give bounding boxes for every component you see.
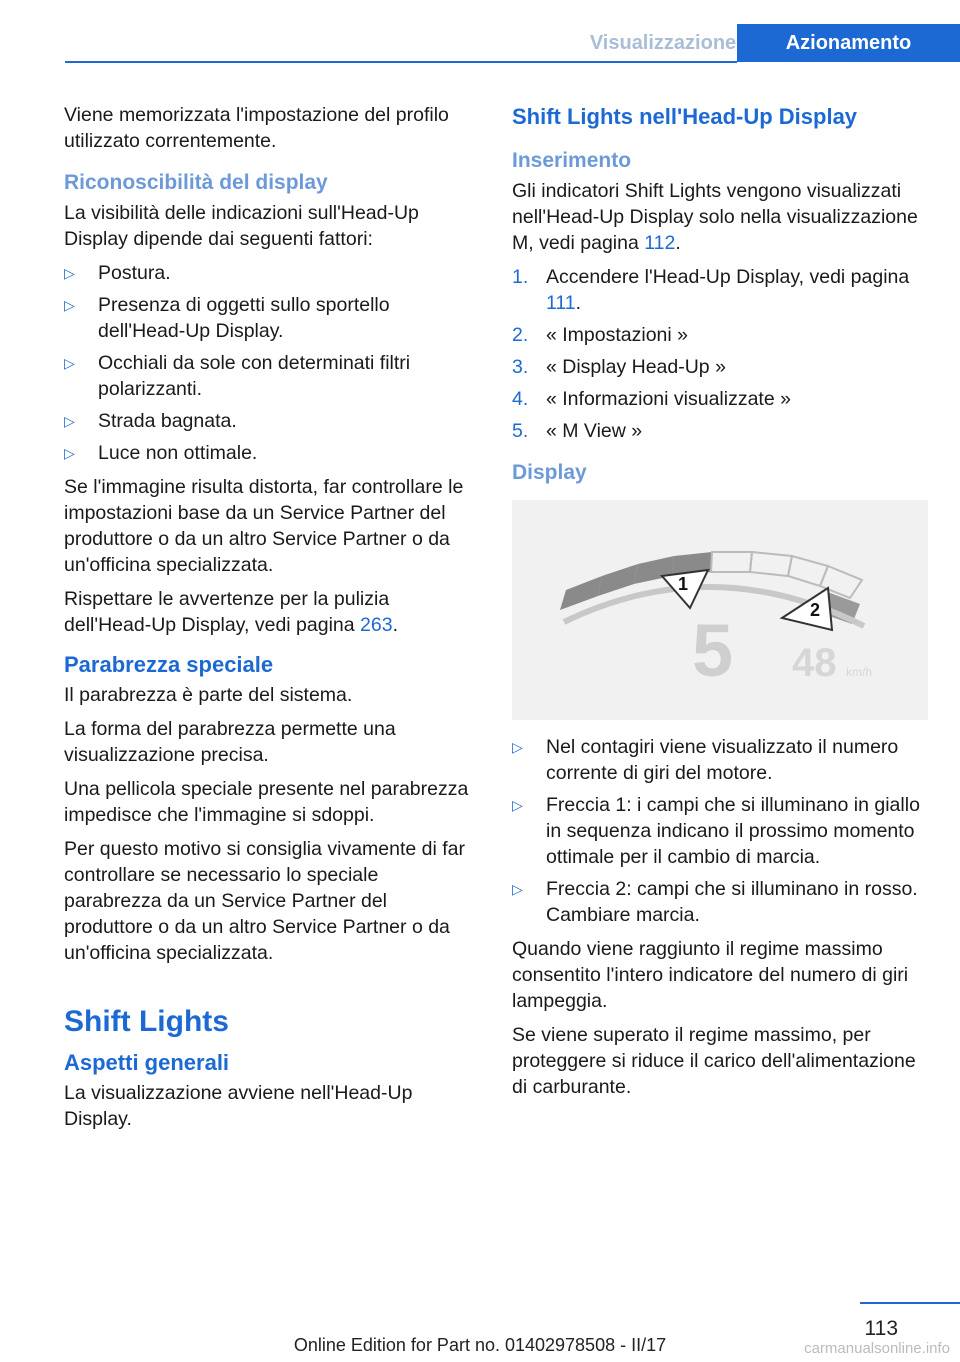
- speed-value: 48: [792, 641, 837, 685]
- page-link[interactable]: 263: [360, 614, 393, 636]
- list-item: 3. « Display Head-Up »: [512, 356, 726, 378]
- header-rule: [65, 61, 737, 63]
- header-tabs: [589, 24, 960, 62]
- section-title-inserimento: Inserimento: [512, 149, 632, 172]
- paragraph: Gli indicatori Shift Lights vengono visualizzati nell'Head-Up Display solo nella visualizzazione M, vedi pagina 112.: [512, 180, 918, 254]
- factors-list: [64, 260, 478, 466]
- section-title-riconoscibilita: Riconoscibilità del display: [64, 171, 328, 194]
- chapter-title-shift-lights: Shift Lights: [64, 1005, 229, 1038]
- paragraph: La visibilità delle indicazioni sull'Head-Up Display dipende dai seguenti fattori:: [64, 202, 419, 250]
- svg-text:2: 2: [810, 600, 821, 620]
- steps-list: [512, 264, 928, 444]
- page-link[interactable]: 111: [546, 292, 576, 314]
- list-item: 2. « Impostazioni »: [512, 324, 688, 346]
- triangle-bullet-icon: ▷: [64, 355, 75, 371]
- page-link[interactable]: 112: [644, 232, 676, 254]
- list-item: ▷ Presenza di oggetti sullo sportello dell'Head-Up Display.: [64, 294, 390, 342]
- list-item: 1. Accendere l'Head-Up Display, vedi pagina 111.: [512, 266, 910, 314]
- paragraph: Quando viene raggiunto il regime massimo consentito l'intero indicatore del numero di giri lampeggia.: [512, 938, 909, 1012]
- triangle-bullet-icon: ▷: [64, 445, 75, 461]
- paragraph: Una pellicola speciale presente nel parabrezza impedisce che l'immagine si sdoppi.: [64, 778, 469, 826]
- display-bullets: [512, 734, 928, 928]
- tab-azionamento[interactable]: Azionamento: [737, 24, 960, 62]
- list-item: ▷ Nel contagiri viene visualizzato il numero corrente di giri del motore.: [512, 736, 899, 784]
- triangle-bullet-icon: ▷: [64, 413, 75, 429]
- page-number-rule: [860, 1302, 960, 1304]
- section-title-parabrezza: Parabrezza speciale: [64, 652, 274, 677]
- page-number: 113: [864, 1317, 898, 1340]
- triangle-bullet-icon: ▷: [64, 297, 75, 313]
- triangle-bullet-icon: ▷: [512, 797, 523, 813]
- tab-visualizzazione[interactable]: Visualizzazione: [589, 24, 737, 62]
- list-item: ▷ Luce non ottimale.: [64, 442, 258, 464]
- paragraph: La forma del parabrezza permette una visualizzazione precisa.: [64, 718, 396, 766]
- list-item: ▷ Occhiali da sole con determinati filtri polarizzanti.: [64, 352, 411, 400]
- left-column: [64, 102, 478, 1140]
- watermark: carmanualsonline.info: [804, 1340, 950, 1357]
- paragraph: Se viene superato il regime massimo, per proteggere si riduce il carico dell'alimentazione di carburante.: [512, 1024, 916, 1098]
- paragraph: Per questo motivo si consiglia vivamente di far controllare se necessario lo speciale parabrezza da un Service Partner del produttore o da un altro Service Partner o da un'officina specializzata.: [64, 838, 466, 964]
- speed-unit: km/h: [846, 665, 873, 679]
- section-title-shift-lights-hud: Shift Lights nell'Head-Up Display: [512, 104, 858, 129]
- list-item: ▷ Freccia 2: campi che si illuminano in rosso. Cambiare marcia.: [512, 878, 918, 926]
- svg-text:1: 1: [678, 574, 689, 594]
- list-item: 5. « M View »: [512, 420, 643, 442]
- list-item: 4. « Informazioni visualizzate »: [512, 388, 791, 410]
- triangle-bullet-icon: ▷: [512, 881, 523, 897]
- triangle-bullet-icon: ▷: [512, 739, 523, 755]
- list-item: ▷ Strada bagnata.: [64, 410, 237, 432]
- paragraph: Il parabrezza è parte del sistema.: [64, 684, 353, 706]
- section-title-display: Display: [512, 461, 587, 484]
- triangle-bullet-icon: ▷: [64, 265, 75, 281]
- gear-indicator: 5: [692, 609, 734, 692]
- footer-edition: Online Edition for Part no. 01402978508 - II/17: [293, 1335, 667, 1355]
- shift-lights-figure: [512, 500, 928, 720]
- paragraph: Rispettare le avvertenze per la pulizia dell'Head-Up Display, vedi pagina 263.: [64, 588, 398, 636]
- list-item: ▷ Freccia 1: i campi che si illuminano in giallo in sequenza indicano il prossimo momento ottimale per il cambio di marcia.: [512, 794, 920, 868]
- section-title-aspetti-generali: Aspetti generali: [64, 1050, 230, 1075]
- intro-paragraph: Viene memorizzata l'impostazione del profilo utilizzato correntemente.: [64, 104, 449, 152]
- right-column: [512, 102, 928, 1108]
- paragraph: La visualizzazione avviene nell'Head-Up Display.: [64, 1082, 413, 1130]
- list-item: ▷ Postura.: [64, 262, 171, 284]
- paragraph: Se l'immagine risulta distorta, far controllare le impostazioni base da un Service Partner del produttore o da un altro Service Partner o da un'officina specializzata.: [64, 476, 464, 576]
- shift-lights-illustration: [512, 500, 928, 720]
